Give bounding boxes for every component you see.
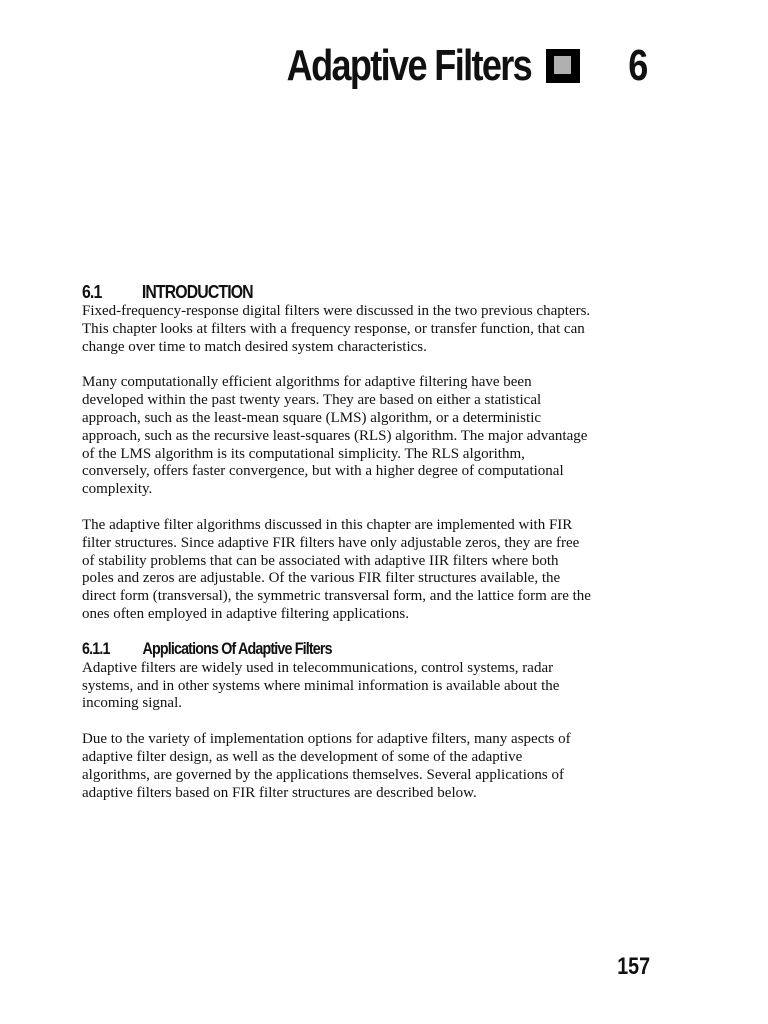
page-body bbox=[82, 281, 592, 802]
chapter-square-icon bbox=[546, 49, 580, 83]
intro-paragraph-2: Many computationally efficient algorithms for adaptive filtering have been developed within the past twenty years. They are based on either a statistical approach, such as the least-mean square (LMS) algorithm, or a deterministic approach, such as the recursive least-squares (RLS) algorithm. The major advantage of the LMS algorithm is its computational simplicity. The RLS algorithm, conversely, offers faster convergence, but with a higher degree of computational complexity. bbox=[82, 374, 588, 498]
section-heading bbox=[82, 281, 531, 303]
section-number: 6.1 bbox=[82, 282, 102, 302]
chapter-title: Adaptive Filters bbox=[287, 41, 532, 90]
subsection-heading bbox=[82, 638, 510, 660]
applications-paragraph-1: Adaptive filters are widely used in telecommunications, control systems, radar systems, and in other systems where minimal information is available about the incoming signal. bbox=[82, 659, 560, 712]
intro-paragraph-3: The adaptive filter algorithms discussed in this chapter are implemented with FIR filter structures. Since adaptive FIR filters have only adjustable zeros, they are free of stability problems that can be associated with adaptive IIR filters where both poles and zeros are adjustable. Of the various FIR filter structures available, the direct form (transversal), the symmetric transversal form, and the lattice form are the ones often employed in adaptive filtering applications. bbox=[82, 516, 591, 622]
subsection-title: Applications Of Adaptive Filters bbox=[142, 638, 332, 658]
page-number: 157 bbox=[617, 953, 650, 980]
applications-paragraph-2: Due to the variety of implementation options for adaptive filters, many aspects of adaptive filter design, as well as the development of some of the adaptive algorithms, are governed by the applications themselves. Several applications of adaptive filters based on FIR filter structures are described below. bbox=[82, 731, 571, 801]
section-title: INTRODUCTION bbox=[141, 282, 253, 302]
chapter-header bbox=[233, 38, 650, 94]
intro-paragraph-1: Fixed-frequency-response digital filters were discussed in the two previous chapters. This chapter looks at filters with a frequency response, or transfer function, that can change over time to match desired system characteristics. bbox=[82, 303, 591, 355]
subsection-number: 6.1.1 bbox=[82, 638, 110, 658]
chapter-number: 6 bbox=[627, 41, 648, 90]
